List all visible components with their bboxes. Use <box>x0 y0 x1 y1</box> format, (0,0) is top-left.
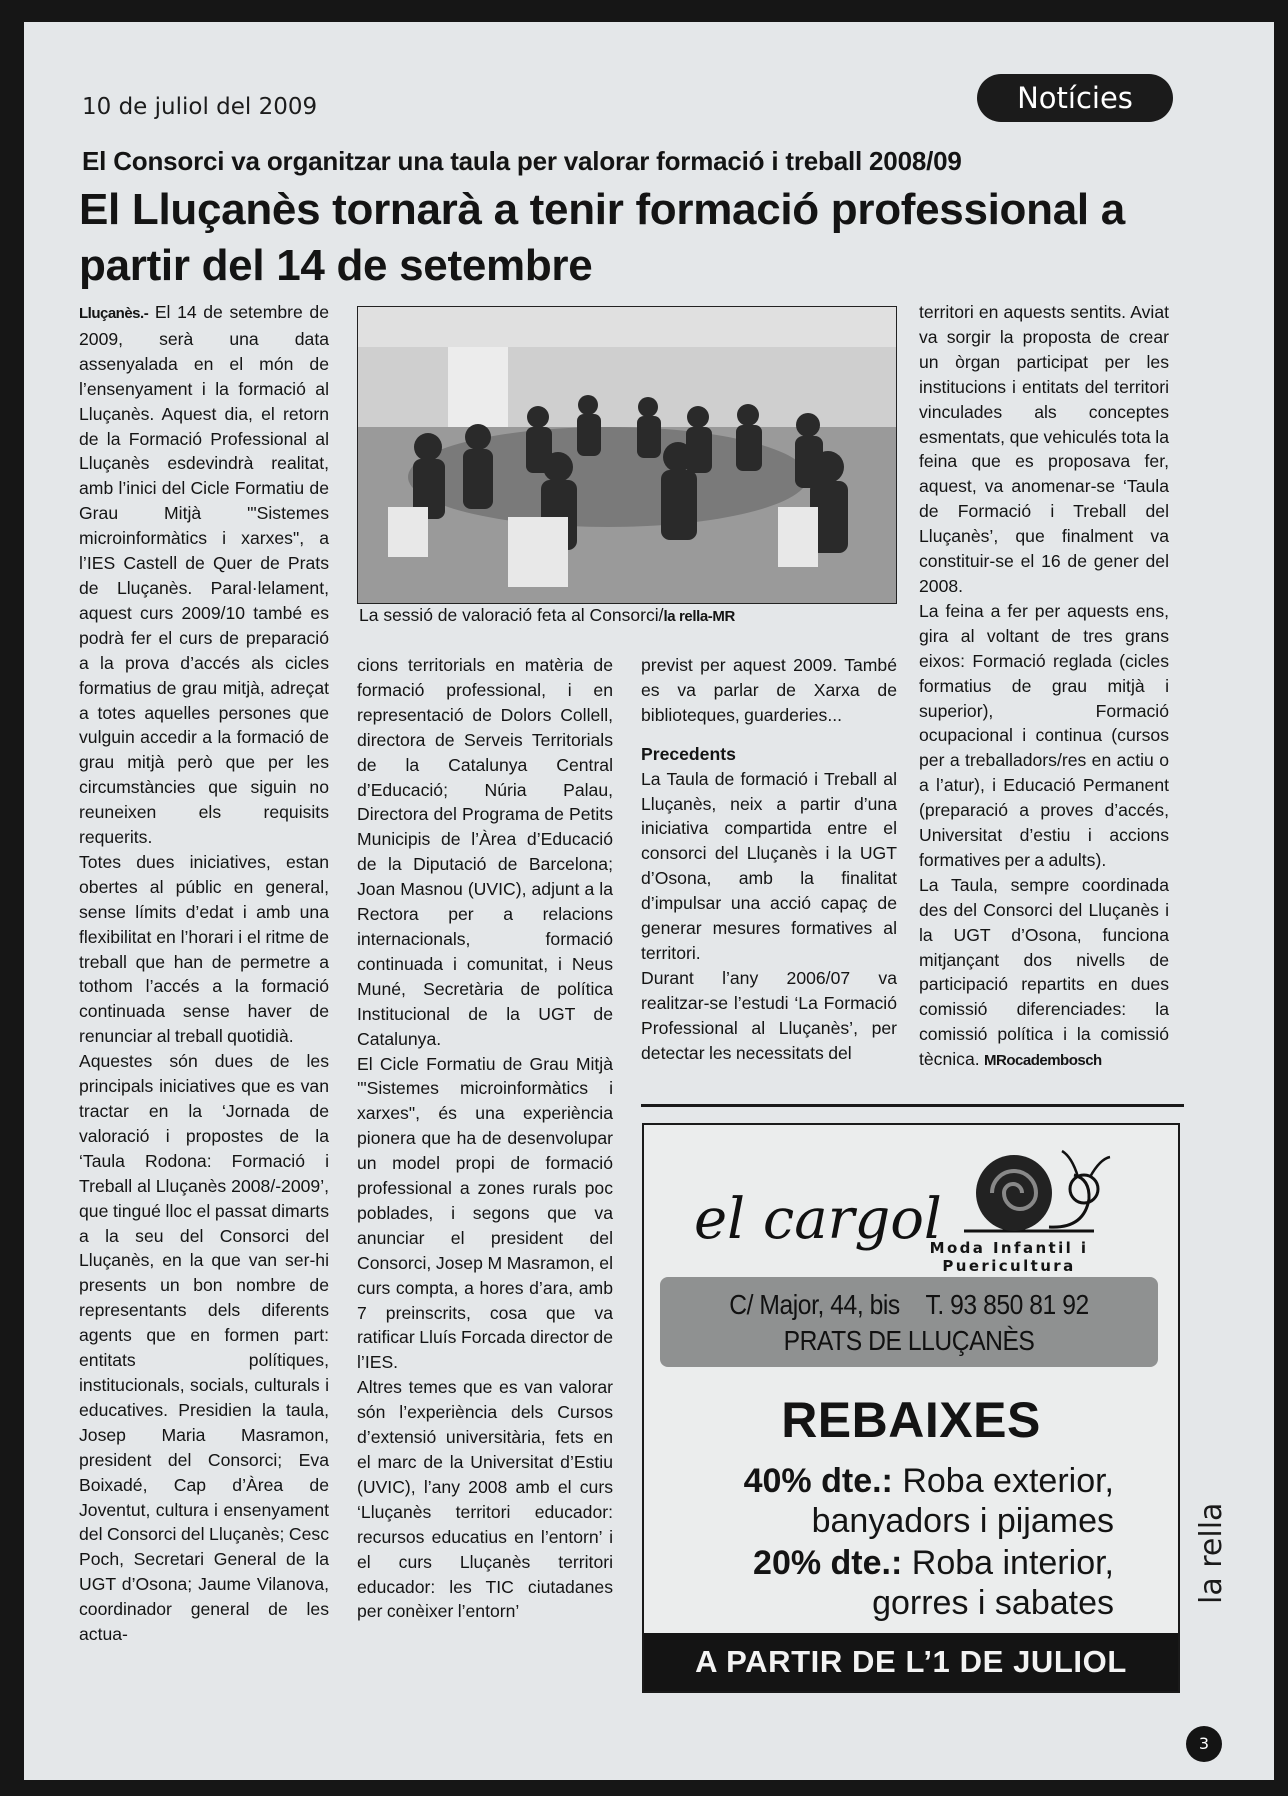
photo-caption: La sessió de valoració feta al Consorci/la rella-MR <box>359 605 735 625</box>
article-photo <box>357 306 897 604</box>
address: C/ Major, 44, bis <box>729 1289 900 1320</box>
page-number: 3 <box>1186 1726 1222 1762</box>
advertisement <box>642 1123 1180 1693</box>
section-badge: Notícies <box>977 74 1173 122</box>
dateline: Lluçanès.- <box>79 305 149 322</box>
address-box <box>660 1277 1158 1367</box>
article-column-1 <box>79 300 329 1647</box>
snail-icon <box>944 1139 1134 1243</box>
paragraph: Aquestes són dues de les principals iniciatives que es van tractar en la ‘Jornada de valoració i propostes de la ‘Taula Rodona: Formació i Treball al Lluçanès 2008/-2009’, que tingué lloc el passat dimarts a la seu del Consorci del Lluçanès, en la que van ser-hi presents un bon nombre de representants dels diferents agents que en formen part: entitats polítiques, institucionals, socials, culturals i educatives. Presidien la taula, Josep Maria Masramon, president del Consorci; Eva Boixadé, Cap d’Àrea de Joventut, cultura i ensenyament del Consorci del Lluçanès; Cesc Poch, Secretari General de la UGT d’Osona; Jaume Vilanova, coordinador general de les actua- <box>79 1051 329 1645</box>
paragraph: Altres temes que es van valorar són l’experiència dels Cursos d’extensió universitària, fets en el marc de la Universitat d’Estiu (UVIC), l’any 2008 amb el curs ‘Lluçanès territori educador: recursos educatius en l’entorn’ i el curs Lluçanès territori educador: les TIC ciutadanes per conèixer l’entorn’ <box>357 1377 613 1622</box>
phone: T. 93 850 81 92 <box>925 1289 1089 1320</box>
paragraph: Durant l’any 2006/07 va realitzar-se l’estudi ‘La Formació Professional al Lluçanès’, per detectar les necessitats del <box>641 967 897 1063</box>
town: PRATS DE LLUÇANÈS <box>783 1325 1035 1356</box>
paragraph: El 14 de setembre de 2009, serà una data assenyalada en el món de l’ensenyament i la formació al Lluçanès. Aquest dia, el retorn de la Formació Professional al Lluçanès esdevindrà realitat, amb l’inici del Cicle Formatiu de Grau Mitjà '"Sistemes microinformàtics i xarxes", a l’IES Castell de Quer de Prats de Lluçanès. Paral·lelament, aquest curs 2009/10 també es podrà fer el curs de preparació a la prova d’accés als cicles formatius de grau mitjà, adreçat a totes aquelles persones que vulguin accedir a la formació de grau mitjà però que per les circumstàncies que siguin no reuneixen els requisits requerits. <box>79 302 329 848</box>
photo-credit: la rella-MR <box>663 608 735 625</box>
byline: MRocadembosch <box>984 1052 1102 1070</box>
advertiser-logo: el cargol <box>694 1187 942 1252</box>
newspaper-page <box>24 22 1274 1780</box>
article-column-4 <box>919 300 1169 1074</box>
paragraph: previst per aquest 2009. També es va parlar de Xarxa de biblioteques, guarderies... <box>641 655 897 725</box>
issue-date: 10 de juliol del 2009 <box>82 94 318 120</box>
article-subhead: El Consorci va organitzar una taula per valorar formació i treball 2008/09 <box>82 146 962 176</box>
meeting-photo-illustration <box>358 307 896 603</box>
article-column-2 <box>357 653 613 1624</box>
offer-20: 20% dte.: Roba interior, gorres i sabates <box>753 1544 1114 1622</box>
section-heading: Precedents <box>641 743 736 764</box>
paragraph: La Taula, sempre coordinada des del Consorci del Lluçanès i la UGT d’Osona, funciona mitjançant dos nivells de participació repartits en dues comissió diferenciades: la comissió política i la comissió tècnica. <box>919 874 1169 1070</box>
logo-tagline: Moda Infantil i Puericultura <box>929 1239 1089 1275</box>
paragraph: territori en aquests sentits. Aviat va sorgir la proposta de crear un òrgan participat per les institucions i entitats del territori vinculades als conceptes esmentats, que vehiculés tota la feina que es proposava fer, aquest, va anomenar-se ‘Taula de Formació i Treball del Lluçanès’, que finalment va constituir-se el 16 de gener del 2008. <box>919 302 1169 596</box>
paragraph: Totes dues iniciatives, estan obertes al públic en general, sense límits d’edat i amb una flexibilitat en l’horari i el ritme de treball que han de permetre a tothom l’accés a la formació continuada sense haver de renunciar al treball quotidià. <box>79 851 329 1047</box>
paragraph: cions territorials en matèria de formació professional, i en representació de Dolors Collell, directora de Serveis Territorials de la Catalunya Central d’Educació; Núria Palau, Directora del Programa de Petits Municipis de l’Àrea d’Educació de la Diputació de Barcelona; Joan Masnou (UVIC), adjunt a la Rectora per a relacions internacionals, formació continuada i comunitat, i Neus Muné, Secretària de política Institucional de la UGT de Catalunya. <box>357 655 613 1049</box>
article-headline: El Lluçanès tornarà a tenir formació professional a partir del 14 de setembre <box>79 185 1125 290</box>
offer-40: 40% dte.: Roba exterior, banyadors i pijames <box>743 1462 1114 1540</box>
sale-title: REBAIXES <box>781 1392 1041 1448</box>
divider <box>641 1104 1184 1107</box>
paragraph: La feina a fer per aquests ens, gira al voltant de tres grans eixos: Formació reglada (cicles formatius de grau mitjà i superior), Formació ocupacional i continua (cursos per a treballadors/res en actiu o a l’atur), i Educació Permanent (preparació a proves d’accés, Universitat d’estiu i accions formatives per a adults). <box>919 600 1169 870</box>
article-column-3 <box>641 653 897 1066</box>
paragraph: El Cicle Formatiu de Grau Mitjà '"Sistemes microinformàtics i xarxes", és una experiència pionera que ha de desenvolupar un model propi de formació professional a zones rurals poc poblades, i segons que va anunciar el president del Consorci, Josep M Masramon, el curs compta, a hores d’ara, amb 7 preinscrits, cosa que va ratificar Lluís Forcada director de l’IES. <box>357 1053 613 1373</box>
ad-footer-banner: A PARTIR DE L’1 DE JULIOL <box>644 1633 1178 1691</box>
publication-brand: la rella <box>1194 1502 1229 1604</box>
paragraph: La Taula de formació i Treball al Lluçanès, neix a partir d’una iniciativa compartida entre el consorci del Lluçanès i la UGT d’Osona, amb la finalitat d’impulsar una acció capaç de generar mesures formatives al territori. <box>641 768 897 963</box>
